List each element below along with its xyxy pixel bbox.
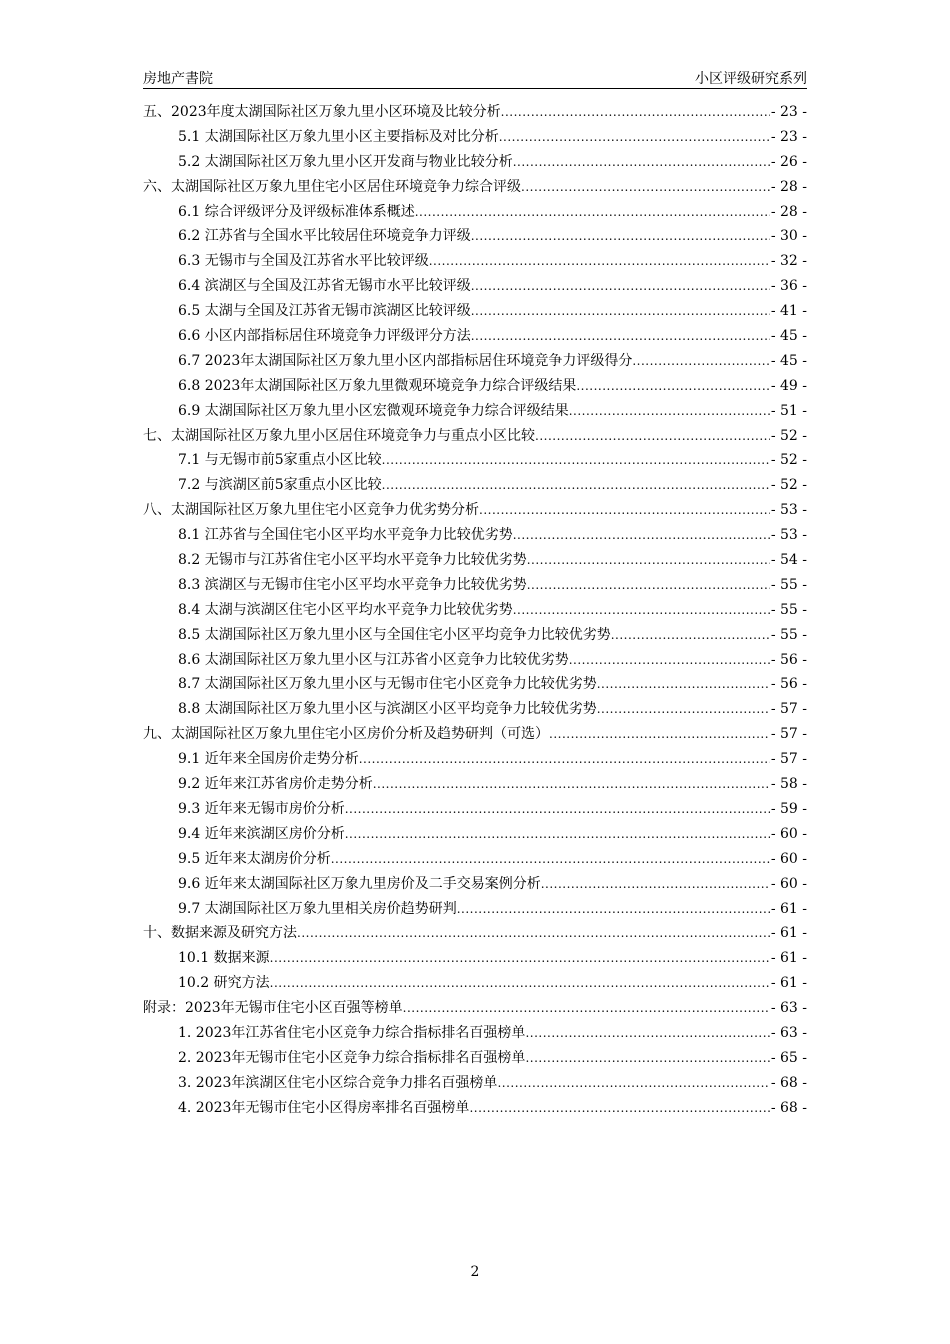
toc-entry-page: - 45 -: [770, 352, 807, 369]
toc-chapter-entry[interactable]: [143, 424, 807, 449]
toc-entry-page: - 63 -: [770, 1024, 807, 1041]
toc-entry-page: - 45 -: [770, 328, 807, 345]
toc-section-entry[interactable]: [143, 249, 807, 274]
toc-dot-leader: [415, 200, 770, 225]
toc-section-entry[interactable]: [143, 299, 807, 324]
toc-dot-leader: [471, 299, 770, 324]
header-publisher: 房地产書院: [143, 71, 213, 87]
toc-section-entry[interactable]: [143, 672, 807, 697]
toc-entry-title: 8.6 太湖国际社区万象九里小区与江苏省小区竞争力比较优劣势: [178, 651, 569, 668]
toc-entry-title: 6.3 无锡市与全国及江苏省水平比较评级: [178, 253, 429, 270]
toc-dot-leader: [382, 473, 770, 498]
toc-entry-page: - 23 -: [770, 128, 807, 145]
toc-entry-title: 9.7 太湖国际社区万象九里相关房价趋势研判: [178, 900, 457, 917]
toc-entry-page: - 56 -: [770, 676, 807, 693]
toc-dot-leader: [513, 150, 770, 175]
toc-section-entry[interactable]: [143, 946, 807, 971]
toc-entry-title: 6.5 太湖与全国及江苏省无锡市滨湖区比较评级: [178, 303, 471, 320]
toc-section-entry[interactable]: [143, 623, 807, 648]
toc-entry-page: - 61 -: [770, 975, 807, 992]
toc-section-entry[interactable]: [143, 224, 807, 249]
toc-entry-title: 8.8 太湖国际社区万象九里小区与滨湖区小区平均竞争力比较优劣势: [178, 701, 597, 718]
toc-entry-page: - 36 -: [770, 278, 807, 295]
toc-entry-page: - 60 -: [770, 850, 807, 867]
toc-entry-page: - 41 -: [770, 303, 807, 320]
toc-entry-page: - 52 -: [770, 452, 807, 469]
toc-entry-title: 3. 2023年滨湖区住宅小区综合竞争力排名百强榜单: [178, 1074, 498, 1091]
toc-dot-leader: [499, 125, 770, 150]
toc-chapter-entry[interactable]: [143, 100, 807, 125]
toc-dot-leader: [569, 399, 770, 424]
toc-entry-page: - 52 -: [770, 477, 807, 494]
toc-entry-title: 8.2 无锡市与江苏省住宅小区平均水平竞争力比较优劣势: [178, 552, 527, 569]
toc-section-entry[interactable]: [143, 374, 807, 399]
toc-section-entry[interactable]: [143, 125, 807, 150]
toc-entry-title: 9.3 近年来无锡市房价分析: [178, 800, 345, 817]
toc-dot-leader: [501, 100, 770, 125]
toc-entry-title: 7.2 与滨湖区前5家重点小区比较: [178, 477, 382, 494]
toc-entry-page: - 55 -: [770, 576, 807, 593]
toc-dot-leader: [611, 623, 770, 648]
toc-entry-page: - 61 -: [770, 900, 807, 917]
toc-dot-leader: [549, 722, 770, 747]
toc-entry-title: 十、数据来源及研究方法: [143, 925, 297, 942]
toc-entry-page: - 61 -: [770, 925, 807, 942]
toc-dot-leader: [373, 772, 770, 797]
toc-dot-leader: [576, 374, 769, 399]
toc-section-entry[interactable]: [143, 324, 807, 349]
toc-entry-page: - 60 -: [770, 875, 807, 892]
header-series-title: 小区评级研究系列: [695, 71, 807, 87]
toc-entry-title: 八、太湖国际社区万象九里住宅小区竞争力优劣势分析: [143, 502, 479, 519]
toc-section-entry[interactable]: [143, 697, 807, 722]
toc-entry-title: 七、太湖国际社区万象九里小区居住环境竞争力与重点小区比较: [143, 427, 535, 444]
toc-entry-page: - 52 -: [770, 427, 807, 444]
toc-entry-title: 9.6 近年来太湖国际社区万象九里房价及二手交易案例分析: [178, 875, 541, 892]
toc-entry-title: 7.1 与无锡市前5家重点小区比较: [178, 452, 382, 469]
toc-entry-page: - 53 -: [770, 502, 807, 519]
toc-section-entry[interactable]: [143, 448, 807, 473]
toc-entry-page: - 30 -: [770, 228, 807, 245]
toc-entry-title: 2. 2023年无锡市住宅小区竞争力综合指标排名百强榜单: [178, 1049, 526, 1066]
toc-section-entry[interactable]: [143, 648, 807, 673]
toc-entry-title: 9.1 近年来全国房价走势分析: [178, 751, 359, 768]
toc-entry-title: 6.6 小区内部指标居住环境竞争力评级评分方法: [178, 328, 471, 345]
toc-entry-page: - 68 -: [770, 1074, 807, 1091]
toc-dot-leader: [541, 872, 770, 897]
toc-section-entry[interactable]: [143, 573, 807, 598]
toc-dot-leader: [345, 822, 770, 847]
toc-dot-leader: [479, 498, 770, 523]
toc-section-entry[interactable]: [143, 1071, 807, 1096]
toc-entry-page: - 49 -: [770, 377, 807, 394]
toc-dot-leader: [471, 324, 770, 349]
toc-entry-title: 9.5 近年来太湖房价分析: [178, 850, 331, 867]
toc-entry-page: - 32 -: [770, 253, 807, 270]
toc-section-entry[interactable]: [143, 971, 807, 996]
toc-entry-title: 4. 2023年无锡市住宅小区得房率排名百强榜单: [178, 1099, 470, 1116]
toc-chapter-entry[interactable]: [143, 722, 807, 747]
toc-section-entry[interactable]: [143, 548, 807, 573]
toc-entry-title: 8.7 太湖国际社区万象九里小区与无锡市住宅小区竞争力比较优劣势: [178, 676, 597, 693]
toc-dot-leader: [535, 424, 770, 449]
table-of-contents: [143, 100, 807, 1121]
toc-entry-page: - 55 -: [770, 601, 807, 618]
toc-entry-title: 9.2 近年来江苏省房价走势分析: [178, 776, 373, 793]
toc-entry-page: - 26 -: [770, 153, 807, 170]
toc-entry-title: 8.5 太湖国际社区万象九里小区与全国住宅小区平均竞争力比较优劣势: [178, 626, 611, 643]
toc-entry-title: 1. 2023年江苏省住宅小区竞争力综合指标排名百强榜单: [178, 1024, 526, 1041]
toc-dot-leader: [270, 946, 770, 971]
toc-entry-title: 9.4 近年来滨湖区房价分析: [178, 825, 345, 842]
toc-entry-page: - 63 -: [770, 1000, 807, 1017]
toc-section-entry[interactable]: [143, 897, 807, 922]
toc-entry-title: 6.8 2023年太湖国际社区万象九里微观环境竞争力综合评级结果: [178, 377, 577, 394]
toc-chapter-entry[interactable]: [143, 996, 807, 1021]
toc-entry-page: - 57 -: [770, 726, 807, 743]
toc-entry-page: - 60 -: [770, 825, 807, 842]
toc-dot-leader: [513, 598, 770, 623]
toc-dot-leader: [597, 672, 770, 697]
toc-dot-leader: [525, 1021, 769, 1046]
toc-dot-leader: [497, 1071, 769, 1096]
toc-entry-page: - 65 -: [770, 1049, 807, 1066]
toc-dot-leader: [297, 921, 770, 946]
toc-dot-leader: [270, 971, 770, 996]
toc-section-entry[interactable]: [143, 150, 807, 175]
toc-entry-title: 6.9 太湖国际社区万象九里小区宏微观环境竞争力综合评级结果: [178, 402, 569, 419]
toc-section-entry[interactable]: [143, 747, 807, 772]
toc-entry-title: 6.1 综合评级评分及评级标准体系概述: [178, 203, 415, 220]
page-header: [143, 66, 807, 89]
toc-entry-title: 6.7 2023年太湖国际社区万象九里小区内部指标居住环境竞争力评级得分: [178, 352, 633, 369]
toc-dot-leader: [457, 897, 770, 922]
toc-section-entry[interactable]: [143, 1021, 807, 1046]
toc-entry-page: - 53 -: [770, 527, 807, 544]
toc-dot-leader: [471, 224, 770, 249]
toc-section-entry[interactable]: [143, 598, 807, 623]
toc-entry-page: - 28 -: [770, 203, 807, 220]
toc-chapter-entry[interactable]: [143, 921, 807, 946]
toc-section-entry[interactable]: [143, 473, 807, 498]
toc-entry-page: - 56 -: [770, 651, 807, 668]
toc-dot-leader: [513, 523, 770, 548]
toc-entry-title: 5.2 太湖国际社区万象九里小区开发商与物业比较分析: [178, 153, 513, 170]
toc-entry-title: 九、太湖国际社区万象九里住宅小区房价分析及趋势研判（可选）: [143, 726, 549, 743]
toc-entry-title: 五、2023年度太湖国际社区万象九里小区环境及比较分析: [143, 104, 501, 120]
toc-entry-title: 10.2 研究方法: [178, 975, 270, 992]
toc-dot-leader: [382, 448, 770, 473]
toc-section-entry[interactable]: [143, 797, 807, 822]
toc-section-entry[interactable]: [143, 523, 807, 548]
toc-entry-page: - 68 -: [770, 1099, 807, 1116]
toc-dot-leader: [471, 274, 770, 299]
toc-entry-title: 6.2 江苏省与全国水平比较居住环境竞争力评级: [178, 228, 471, 245]
toc-section-entry[interactable]: [143, 274, 807, 299]
toc-entry-page: - 57 -: [770, 701, 807, 718]
toc-entry-page: - 58 -: [770, 776, 807, 793]
toc-section-entry[interactable]: [143, 872, 807, 897]
toc-entry-page: - 28 -: [770, 178, 807, 195]
toc-dot-leader: [345, 797, 770, 822]
toc-entry-title: 10.1 数据来源: [178, 950, 270, 967]
toc-dot-leader: [403, 996, 770, 1021]
toc-section-entry[interactable]: [143, 1096, 807, 1121]
toc-entry-page: - 59 -: [770, 800, 807, 817]
toc-dot-leader: [359, 747, 770, 772]
toc-entry-page: - 51 -: [770, 402, 807, 419]
toc-entry-page: - 55 -: [770, 626, 807, 643]
toc-dot-leader: [527, 548, 770, 573]
toc-chapter-entry[interactable]: [143, 498, 807, 523]
toc-section-entry[interactable]: [143, 200, 807, 225]
toc-dot-leader: [597, 697, 770, 722]
toc-dot-leader: [521, 175, 770, 200]
toc-dot-leader: [469, 1096, 769, 1121]
toc-section-entry[interactable]: [143, 399, 807, 424]
toc-section-entry[interactable]: [143, 822, 807, 847]
toc-section-entry[interactable]: [143, 772, 807, 797]
toc-section-entry[interactable]: [143, 847, 807, 872]
page-number: 2: [470, 1264, 480, 1280]
toc-entry-title: 8.3 滨湖区与无锡市住宅小区平均水平竞争力比较优劣势: [178, 576, 527, 593]
toc-chapter-entry[interactable]: [143, 175, 807, 200]
toc-dot-leader: [525, 1046, 769, 1071]
toc-section-entry[interactable]: [143, 1046, 807, 1071]
toc-entry-page: - 57 -: [770, 751, 807, 768]
toc-entry-title: 5.1 太湖国际社区万象九里小区主要指标及对比分析: [178, 128, 499, 145]
toc-entry-page: - 54 -: [770, 552, 807, 569]
toc-dot-leader: [632, 349, 769, 374]
toc-entry-title: 六、太湖国际社区万象九里住宅小区居住环境竞争力综合评级: [143, 178, 521, 195]
toc-dot-leader: [569, 648, 770, 673]
toc-section-entry[interactable]: [143, 349, 807, 374]
toc-dot-leader: [527, 573, 770, 598]
toc-entry-title: 8.4 太湖与滨湖区住宅小区平均水平竞争力比较优劣势: [178, 601, 513, 618]
toc-dot-leader: [331, 847, 770, 872]
toc-dot-leader: [429, 249, 770, 274]
toc-entry-page: - 61 -: [770, 950, 807, 967]
toc-entry-title: 附录：2023年无锡市住宅小区百强等榜单: [143, 1000, 403, 1017]
toc-entry-title: 8.1 江苏省与全国住宅小区平均水平竞争力比较优劣势: [178, 527, 513, 544]
toc-entry-title: 6.4 滨湖区与全国及江苏省无锡市水平比较评级: [178, 278, 471, 295]
toc-entry-page: - 23 -: [770, 104, 807, 120]
